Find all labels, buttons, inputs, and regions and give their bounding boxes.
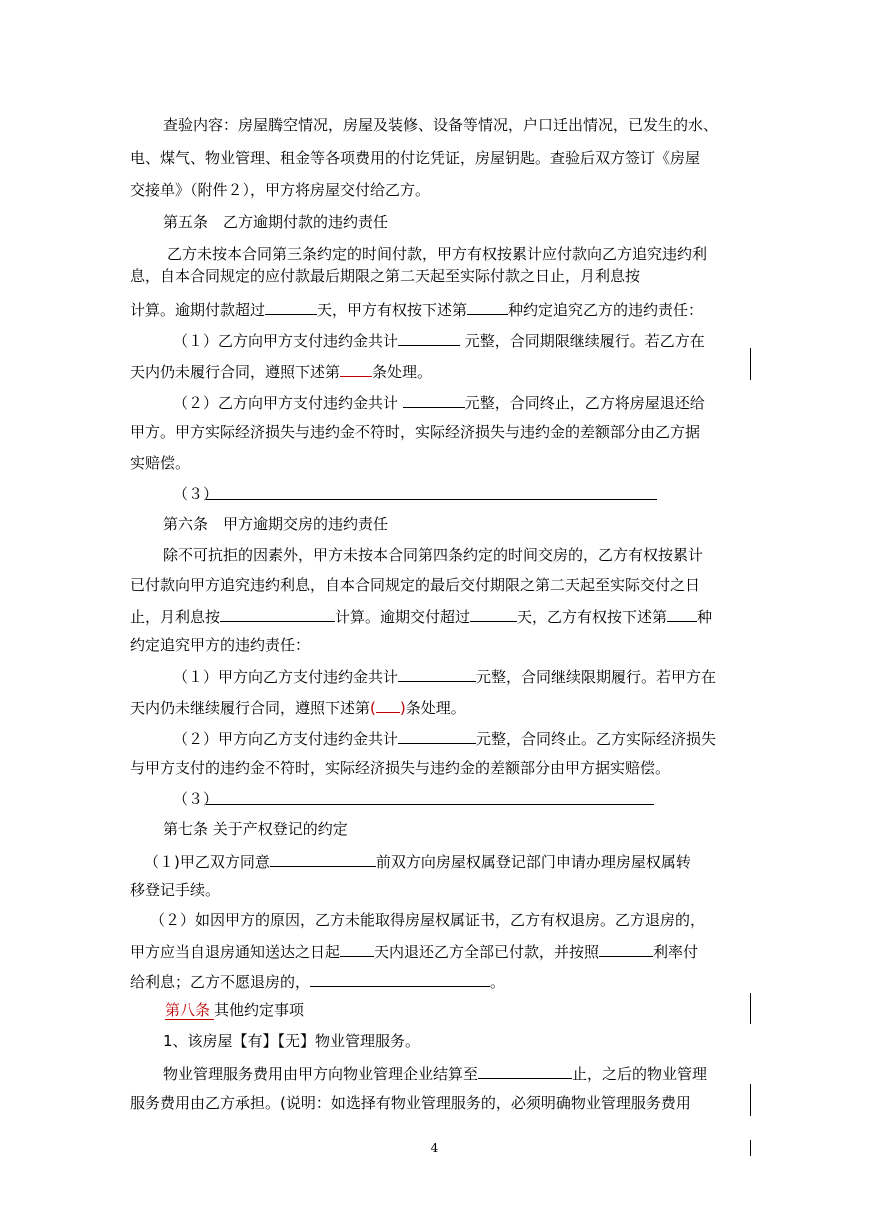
text: 条处理。: [405, 699, 466, 717]
article-7-item2-line3: [130, 970, 505, 992]
para-inspection-line1: 查验内容：房屋腾空情况，房屋及装修、设备等情况，户口迁出情况，已发生的水、: [163, 116, 719, 134]
text: 条处理。: [372, 363, 433, 381]
blank-clause-red: [340, 360, 372, 377]
text: 计算。逾期交付超过: [335, 608, 471, 626]
article-7-title: 第七条 关于产权登记的约定: [163, 820, 348, 838]
article-5-line3: [130, 298, 703, 320]
text: （１)甲乙双方同意: [144, 853, 270, 871]
text: 天，乙方有权按下述第: [517, 608, 668, 626]
text: 物业管理服务费用由甲方向物业管理企业结算至: [163, 1065, 479, 1083]
text: 元整，合同终止。乙方实际经济损失: [476, 730, 717, 748]
blank-option3-line: [206, 804, 654, 805]
text: 甲方应当自退房通知送达之日起: [130, 943, 341, 961]
article-5-option2-line3: 实赔偿。: [130, 454, 191, 472]
article-6-option1-line2: [130, 696, 466, 718]
blank-clause-number: [667, 605, 697, 622]
blank-overdue-days: [265, 298, 317, 315]
blank-penalty-amount: [398, 665, 476, 682]
article-7-item2-line2: [130, 940, 698, 962]
blank-penalty-amount: [398, 329, 460, 346]
blank-clause-number: [467, 298, 508, 315]
blank-option3-line: [206, 499, 657, 500]
text: （２）甲方向乙方支付违约金共计: [173, 730, 399, 748]
text: （１）甲方向乙方支付违约金共计: [173, 668, 399, 686]
margin-change-bar: [750, 348, 751, 380]
margin-change-bar: [750, 1084, 751, 1116]
text: 种: [697, 608, 713, 626]
page-number: 4: [430, 1141, 439, 1155]
text: 天，甲方有权按下述第: [317, 301, 468, 319]
text: 天内退还乙方全部已付款，并按照: [374, 943, 600, 961]
text: 前双方向房屋权属登记部门申请办理房屋权属转: [375, 853, 691, 871]
article-5-option1-line1: [173, 329, 705, 351]
blank-interest-rate: [220, 605, 335, 622]
article-6-option2-line1: [173, 727, 716, 749]
article-5-option2-line2: 甲方。甲方实际经济损失与违约金不符时，实际经济损失与违约金的差额部分由乙方据: [130, 423, 701, 441]
blank-date: [270, 850, 376, 867]
article-5-title: 第五条 乙方逾期付款的违约责任: [163, 213, 389, 231]
text: 天内仍未继续履行合同，遵照下述第: [130, 699, 371, 717]
article-5-option2-line1: [173, 391, 705, 413]
text: （２）乙方向甲方支付违约金共计: [173, 394, 399, 412]
article-6-line3: [130, 605, 712, 627]
text: 止，之后的物业管理: [572, 1065, 708, 1083]
text: 。: [490, 973, 506, 991]
paren-close: ): [399, 699, 406, 717]
text: 元整，合同终止，乙方将房屋退还给: [464, 394, 705, 412]
margin-change-bar: [750, 993, 751, 1024]
article-5-option3: （３）: [173, 485, 219, 503]
blank-interest-rate: [599, 940, 653, 957]
text: （１）乙方向甲方支付违约金共计: [173, 332, 399, 350]
para-inspection-line2: 电、煤气、物业管理、租金等各项费用的付讫凭证，房屋钥匙。查验后双方签订《房屋: [130, 149, 701, 167]
article-8-item2-line2: 服务费用由乙方承担。(说明：如选择有物业管理服务的，必须明确物业管理服务费用: [130, 1094, 691, 1112]
article-6-line4: 约定追究甲方的违约责任：: [130, 636, 311, 654]
article-6-option2-line2: 与甲方支付的违约金不符时，实际经济损失与违约金的差额部分由甲方据实赔偿。: [130, 759, 671, 777]
article-8-item1: 1、该房屋【有】【无】物业管理服务。: [163, 1032, 421, 1050]
text: 止，月利息按: [130, 608, 221, 626]
article-6-option3: （３）: [173, 790, 219, 808]
blank-clause-red: [376, 696, 400, 713]
article-6-line2: 已付款向甲方追究违约利息，自本合同规定的最后交付期限之第二天起至实际交付之日: [130, 576, 701, 594]
article-5-option1-line2: [130, 360, 432, 382]
article-8-title: 其他约定事项: [214, 1001, 305, 1019]
text: 天内仍未履行合同，遵照下述第: [130, 363, 341, 381]
text: 元整，合同继续限期履行。若甲方在: [476, 668, 717, 686]
blank-overdue-days: [470, 605, 517, 622]
blank-alternative: [310, 970, 490, 987]
text: 利率付: [653, 943, 699, 961]
blank-penalty-amount: [398, 727, 476, 744]
blank-date: [478, 1062, 572, 1079]
blank-days: [340, 940, 374, 957]
article-8-heading: [165, 1000, 304, 1020]
blank-penalty-amount: [403, 391, 465, 408]
para-inspection-line3: 交接单》（附件２），甲方将房屋交付给乙方。: [130, 181, 431, 199]
article-6-option1-line1: [173, 665, 716, 687]
article-8-item2-line1: [163, 1062, 707, 1084]
article-5-line2: 息，自本合同规定的应付款最后期限之第二天起至实际付款之日止，月利息按: [130, 267, 641, 285]
article-8-number: 第八条: [165, 1001, 214, 1020]
article-7-item2-line1: （２）如因甲方的原因，乙方未能取得房屋权属证书，乙方有权退房。乙方退房的，: [150, 911, 706, 929]
article-6-title: 第六条 甲方逾期交房的违约责任: [163, 515, 389, 533]
article-6-line1: 除不可抗拒的因素外，甲方未按本合同第四条约定的时间交房的，乙方有权按累计: [163, 546, 704, 564]
text: 元整，合同期限继续履行。若乙方在: [464, 332, 705, 350]
paren-open: (: [370, 699, 376, 717]
article-5-line1: 乙方未按本合同第三条约定的时间付款，甲方有权按累计应付款向乙方追究违约利: [167, 245, 708, 263]
article-7-item1-line2: 移登记手续。: [130, 881, 221, 899]
text: 计算。逾期付款超过: [130, 301, 266, 319]
text: 种约定追究乙方的违约责任：: [508, 301, 704, 319]
text: 给利息；乙方不愿退房的，: [130, 973, 311, 991]
article-7-item1-line1: [144, 850, 691, 872]
